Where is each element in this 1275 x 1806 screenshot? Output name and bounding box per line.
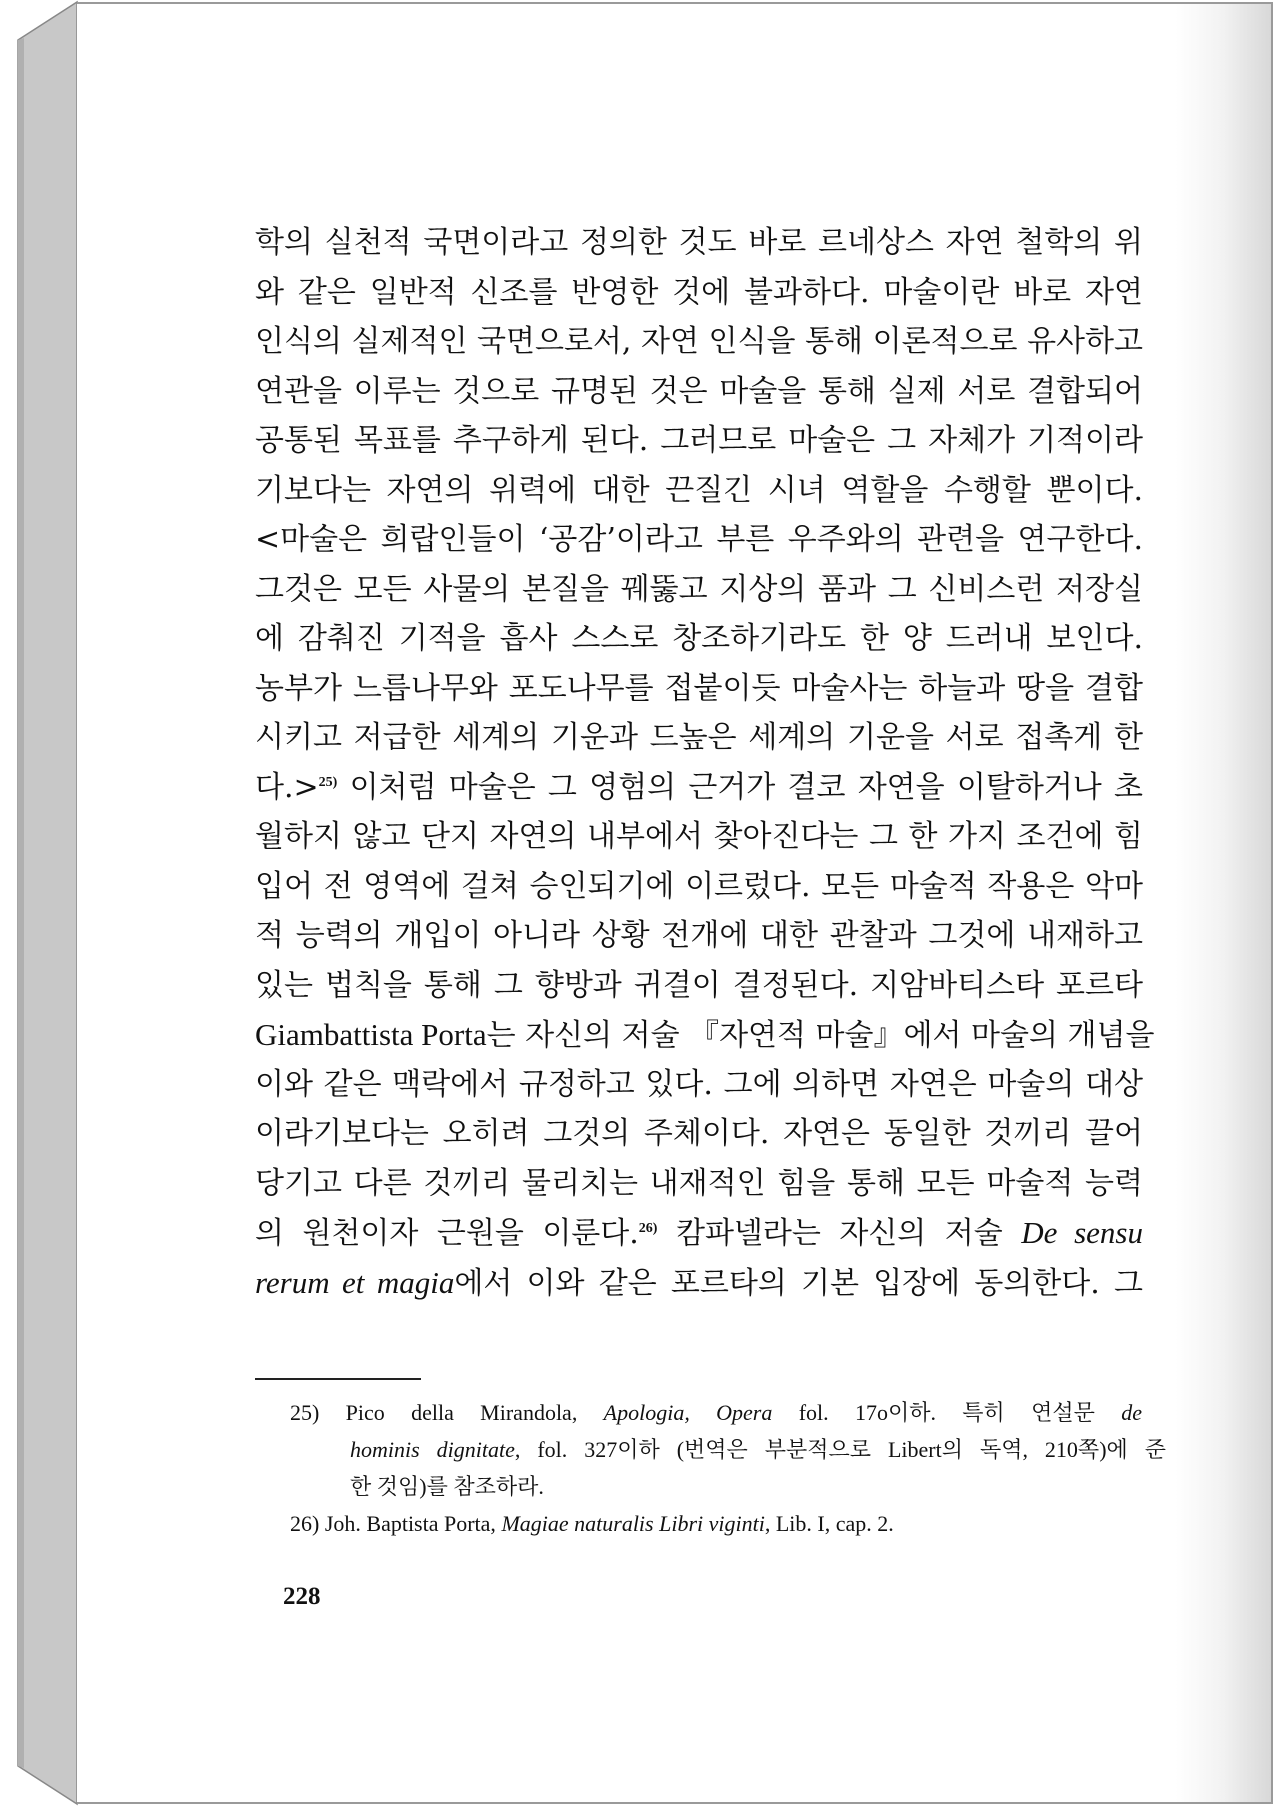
- footnote-number: 25): [290, 1400, 320, 1425]
- text-line: 있는 법칙을 통해 그 향방과 귀결이 결정된다. 지암바티스타 포르타: [255, 967, 1143, 1003]
- text-line: 입어 전 영역에 걸쳐 승인되기에 이르렀다. 모든 마술적 작용은 악마: [255, 868, 1143, 904]
- text-line: 그것은 모든 사물의 본질을 꿰뚫고 지상의 품과 그 신비스런 저장실: [255, 571, 1143, 607]
- footnote-italic: Magiae naturalis Libri viginti: [501, 1511, 765, 1536]
- text-fragment: 이처럼 마술은 그 영험의 근거가 결코 자연을 이탈하거나 초: [337, 769, 1143, 805]
- text-line: 에 감춰진 기적을 흡사 스스로 창조하기라도 한 양 드러내 보인다.: [255, 621, 1143, 656]
- footnote-italic: Apologia, Opera: [603, 1400, 773, 1425]
- footnote-line: [290, 1505, 1142, 1542]
- text-line: 이라기보다는 오히려 그것의 주체이다. 자연은 동일한 것끼리 끌어: [255, 1116, 1143, 1151]
- footnote-25: [290, 1394, 1166, 1505]
- text-line: 당기고 다른 것끼리 물리치는 내재적인 힘을 통해 모든 마술적 능력: [255, 1165, 1143, 1201]
- footnote-italic: de: [1121, 1400, 1142, 1425]
- text-fragment: 의 원천이자 근원을 이룬다.: [255, 1216, 639, 1251]
- page-number: 228: [283, 1583, 321, 1610]
- footnote-ref-25[interactable]: 25): [318, 774, 338, 790]
- footnote-text: Pico della Mirandola,: [319, 1400, 604, 1425]
- footnote-text: fol. 17o이하. 특히 연설문: [772, 1400, 1122, 1425]
- text-line: [255, 763, 1143, 813]
- footnote-number: 26): [290, 1511, 320, 1536]
- footnote-line: [326, 1431, 1166, 1468]
- footnote-italic: hominis dignitate: [350, 1437, 515, 1462]
- text-line: 인식의 실제적인 국면으로서, 자연 인식을 통해 이론적으로 유사하고: [255, 324, 1143, 359]
- text-line: 공통된 목표를 추구하게 된다. 그러므로 마술은 그 자체가 기적이라: [255, 423, 1143, 458]
- book-title-italic: rerum et magia: [255, 1264, 455, 1300]
- text-fragment: 에서 이와 같은 포르타의 기본 입장에 동의한다. 그: [454, 1265, 1143, 1301]
- footnote-text: , Lib. I, cap. 2.: [764, 1511, 894, 1536]
- body-text: [255, 218, 1155, 1307]
- text-line: 월하지 않고 단지 자연의 내부에서 찾아진다는 그 한 가지 조건에 힘: [255, 819, 1143, 854]
- footnote-line: 한 것임)를 참조하라.: [350, 1474, 544, 1499]
- text-line: 농부가 느릅나무와 포도나무를 접붙이듯 마술사는 하늘과 땅을 결합: [255, 670, 1143, 706]
- footnote-line: [290, 1394, 1142, 1431]
- text-line: 시키고 저급한 세계의 기운과 드높은 세계의 기운을 서로 접촉게 한: [255, 720, 1143, 755]
- text-line: 와 같은 일반적 신조를 반영한 것에 불과하다. 마술이란 바로 자연: [255, 274, 1143, 310]
- text-line: [255, 1208, 1143, 1258]
- footnote-ref-26[interactable]: 26): [638, 1221, 658, 1236]
- text-fragment: 다.>: [255, 769, 319, 805]
- text-fragment: 는 자신의 저술 『자연적 마술』에서 마술의 개념을: [486, 1018, 1155, 1053]
- text-line: 기보다는 자연의 위력에 대한 끈질긴 시녀 역할을 수행할 뿐이다.: [255, 472, 1143, 508]
- footnote-text: , fol. 327이하 (번역은 부분적으로 Libert의 독역, 210쪽)에 준: [514, 1437, 1166, 1462]
- text-line: <마술은 희랍인들이 ‘공감’이라고 부른 우주와의 관련을 연구한다.: [255, 522, 1143, 557]
- text-fragment: 캄파넬라는 자신의 저술: [657, 1216, 1022, 1251]
- text-line: 연관을 이루는 것으로 규명된 것은 마술을 통해 실제 서로 결합되어: [255, 373, 1143, 409]
- text-line: 이와 같은 맥락에서 규정하고 있다. 그에 의하면 자연은 마술의 대상: [255, 1066, 1143, 1102]
- text-line: 학의 실천적 국면이라고 정의한 것도 바로 르네상스 자연 철학의 위: [255, 225, 1143, 260]
- footnote-text: Joh. Baptista Porta,: [319, 1511, 502, 1536]
- text-line: [255, 1010, 1155, 1060]
- footnotes: [290, 1394, 1166, 1542]
- footnote-divider: [255, 1378, 421, 1380]
- book-title-italic: De sensu: [1021, 1215, 1143, 1250]
- text-line: 적 능력의 개입이 아니라 상황 전개에 대한 관찰과 그것에 내재하고: [255, 918, 1143, 953]
- text-line: [255, 1258, 1143, 1308]
- latin-name: Giambattista Porta: [255, 1017, 487, 1052]
- footnote-26: [290, 1505, 1142, 1542]
